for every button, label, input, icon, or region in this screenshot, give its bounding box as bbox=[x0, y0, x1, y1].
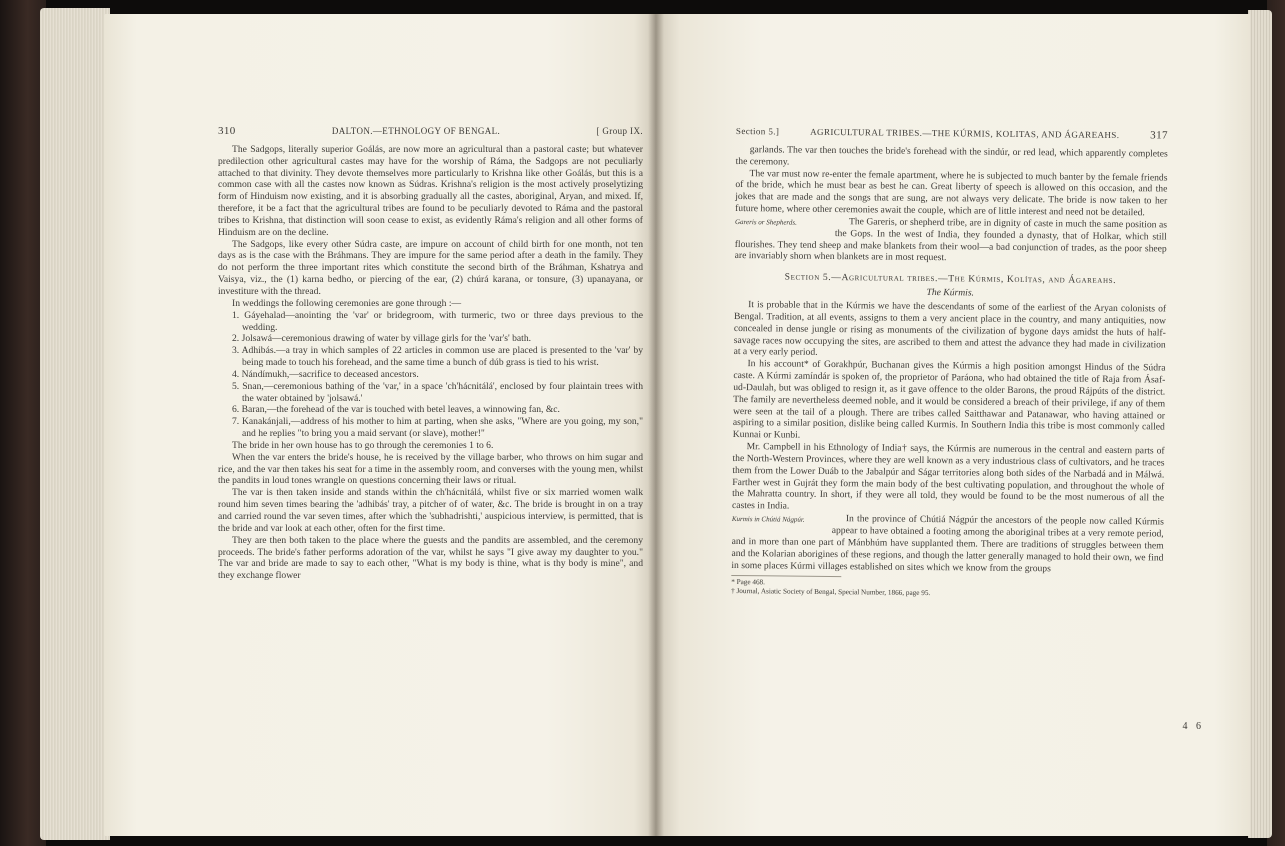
ceremony-item: 3. Adhibás.—a tray in which samples of 22 articles in common use are placed is presented to the 'var' by being made to touch his forehead, and the same time a bunch of dúb grass is tied to his wrist. bbox=[232, 345, 643, 369]
left-page bbox=[104, 14, 656, 836]
paragraph: The Gareris, or shepherd tribe, are in dignity of caste in much the same position as the Gops. In the west of India, they founded a dynasty, that of Holkar, which still flourishes. They tend sheep and make blankets from their wool—a bad conjunction of trades, as the poor sheep are invariably shorn when blankets are in most request. bbox=[734, 216, 1168, 264]
page-number: 317 bbox=[1150, 129, 1168, 142]
paragraph: The Sadgops, literally superior Goálás, are now more an agricultural than a pastoral caste; but whatever predilection other agricultural castes may have for the worship of Ráma, the Sadgops are not peculiarly attached to that divinity. They devote themselves more particularly to Krishna like other Goálás, but this is a common case with all the castes now known as Súdras. Krishna's religion is the most actively proselytizing form of Hinduism now existing, and it is absorbing gradually all the castes, aboriginal, Aryan, and mixed. If, therefore, it be a fact that the agricultural tribes are found to be peculiarly devoted to Ráma and the pastoral tribes to Krishna, that distinction will soon cease to exist, as evidently Ráma's religion and all other forms of Hinduism are on the decline. bbox=[218, 143, 643, 238]
footnotes bbox=[731, 575, 931, 598]
paragraph: It is probable that in the Kúrmis we have the descendants of some of the earliest of the Aryan colonists of Bengal. Tradition, at all events, assigns to them a very ancient place in the country, and many antiquities, now concealed in dense jungle or rising as monuments of the civilization of bygone days amidst the huts of half-savage races now occupying the sites, are ascribed to them and attest the advance they had made in civilization at a very early period. bbox=[733, 299, 1167, 359]
paragraph: The bride in her own house has to go through the ceremonies 1 to 6. bbox=[232, 439, 494, 451]
paragraph: The var must now re-enter the female apartment, where he is subjected to much banter by the female friends of the bride, which he must bear as best he can. Great liberty of speech is allowed on this occasion, and the jokes that are made and the songs that are sung, are not always very delicate. The bride is now taken to her future home, where other ceremonies await the couple, which are of little interest and need not be detailed. bbox=[735, 167, 1168, 219]
right-page-header bbox=[736, 126, 1168, 142]
paragraph: Mr. Campbell in his Ethnology of India† says, the Kúrmis are numerous in the central and eastern parts of the North-Western Provinces, where they are well known as a very industrious class of cultivators, and he traces them from the Lower Duáb to the Jabalpúr and Ságar territories along both sides of the Narbadá and in Málwá. Farther west in Gujrát they form the main body of the best cultivating population, and throughout the whole of the Mahratta country. In short, if they were all told, they would be found to be the most numerous of all the castes in India. bbox=[731, 441, 1165, 512]
page-edges-right bbox=[1248, 10, 1272, 838]
left-page-content bbox=[218, 126, 643, 582]
subheading: The Kúrmis. bbox=[926, 287, 975, 299]
paragraph: garlands. The var then touches the bride's forehead with the sindúr, or red lead, which apparently completes the ceremony. bbox=[735, 143, 1168, 168]
page-number: 310 bbox=[218, 125, 236, 137]
page-edges-left bbox=[40, 8, 110, 840]
side-note: Gareris or Shepherds. bbox=[734, 217, 797, 227]
section-title: Section 5.—Agricultural tribes.—The Kúrmis, Kolítas, and Ágareahs. bbox=[784, 271, 1117, 287]
side-note: Kurmis in Chútiá Nágpúr. bbox=[731, 515, 805, 524]
ceremony-item: 4. Nándímukh,—sacrifice to deceased ancestors. bbox=[232, 368, 419, 380]
section-label: Section 5.] bbox=[735, 126, 780, 137]
paragraph: In the province of Chútiá Nágpúr the ancestors of the people now called Kúrmis appear to have obtained a footing among the aboriginal tribes at a very remote period, and in more than one part of Mánbhúm have supplanted them. There are traditions of struggles between them and the Kolarian aborigines of these regions, and though the latter generally managed to hold their own, we find in some places Kúrmi villages established on sites which we know from the groups bbox=[731, 513, 1164, 574]
paragraph: When the var enters the bride's house, he is received by the village barber, who throws on him sugar and rice, and the var then takes his seat for a time in the assembly room, and converses with the young men, whilst the pandits in loud tones wrangle on questions concerning their laws or ritual. bbox=[218, 451, 643, 487]
paragraph: In his account* of Gorakhpúr, Buchanan gives the Kúrmis a high position amongst Hindus of the Súdra caste. A Kúrmi zamíndár is spoken of, the proprietor of Paráona, who had obtained the title of Raja from Ásaf-ud-Daulah, but was obliged to resign it, as it gave offence to the older Barons, the proud Rájpúts of the district. The family are nevertheless deemed noble, and it would be considered a breach of their privilege, if any of them were seen at the tail of a plough. There are tribes called Saitthawar and Patanawar, who having attained or aspiring to a similar position, dislike being called Kurmis. In Southern India this tribe is most commonly called Kunnai or Kunbi. bbox=[732, 358, 1166, 441]
paragraph: They are then both taken to the place where the guests and the pandits are assembled, and the ceremony proceeds. The bride's father performs adoration of the var, whilst he says "I give away my daughter to you." The var and bride are made to say to each other, "What is my body is thine, what is thy body is mine", and they exchange flower bbox=[218, 534, 643, 582]
right-page-content bbox=[731, 126, 1168, 601]
running-head: DALTON.—ETHNOLOGY OF BENGAL. bbox=[331, 126, 501, 136]
ceremony-item: 7. Kanakánjali,—address of his mother to him at parting, when she asks, "Where are you going, my son," and he replies "to bring you a maid servant (or slave), mother!" bbox=[232, 416, 643, 440]
book-gutter bbox=[648, 14, 664, 836]
left-page-header bbox=[218, 126, 643, 138]
signature-mark: 4 6 bbox=[1182, 721, 1204, 732]
ceremony-item: 5. Snan,—ceremonious bathing of the 'var,' in a space 'ch'hácnitálá', enclosed by four plaintain trees with the water obtained by 'jolsawá.' bbox=[232, 380, 643, 404]
right-page bbox=[656, 14, 1250, 836]
footnote: † Journal, Asiatic Society of Bengal, Special Number, 1866, page 95. bbox=[731, 587, 931, 598]
group-label: [ Group IX. bbox=[596, 126, 643, 136]
ceremony-item: 6. Baran,—the forehead of the var is touched with betel leaves, a winnowing fan, &c. bbox=[232, 404, 560, 416]
ceremony-item: 1. Gáyehalad—anointing the 'var' or bridegroom, with turmeric, two or three days previous to the wedding. bbox=[232, 309, 643, 333]
ceremony-list bbox=[218, 310, 643, 440]
footnote: * Page 468. bbox=[731, 578, 766, 587]
paragraph: In weddings the following ceremonies are gone through :— bbox=[232, 297, 462, 309]
ceremony-item: 2. Jolsawá—ceremonious drawing of water by village girls for the 'var's' bath. bbox=[232, 333, 532, 345]
running-head: AGRICULTURAL TRIBES.—THE KÚRMIS, KOLITAS, AND ÁGAREAHS. bbox=[810, 126, 1120, 141]
paragraph: The Sadgops, like every other Súdra caste, are impure on account of child birth for one month, not ten days as is the case with the Bráhmans. They are impure for the same period after a death in the family. They do not perform the three important rites which constitute the second birth of the Bráhman, Kshatrya and Vaisya, viz., the (1) karna bedho, or piercing of the ear, (2) chúrá karana, or tonsure, (3) upanayana, or investiture with the thread. bbox=[218, 238, 643, 297]
paragraph: The var is then taken inside and stands within the ch'hácnitálá, whilst five or six married women walk round him seven times bearing the 'adhibás' tray, a pitcher of of water, &c. The bride is brought in on a tray and carried round the var seven times, after which the 'subhadrishti,' auspicious interview, is permitted, that is the bride and var look at each other, often for the first time. bbox=[218, 487, 643, 534]
